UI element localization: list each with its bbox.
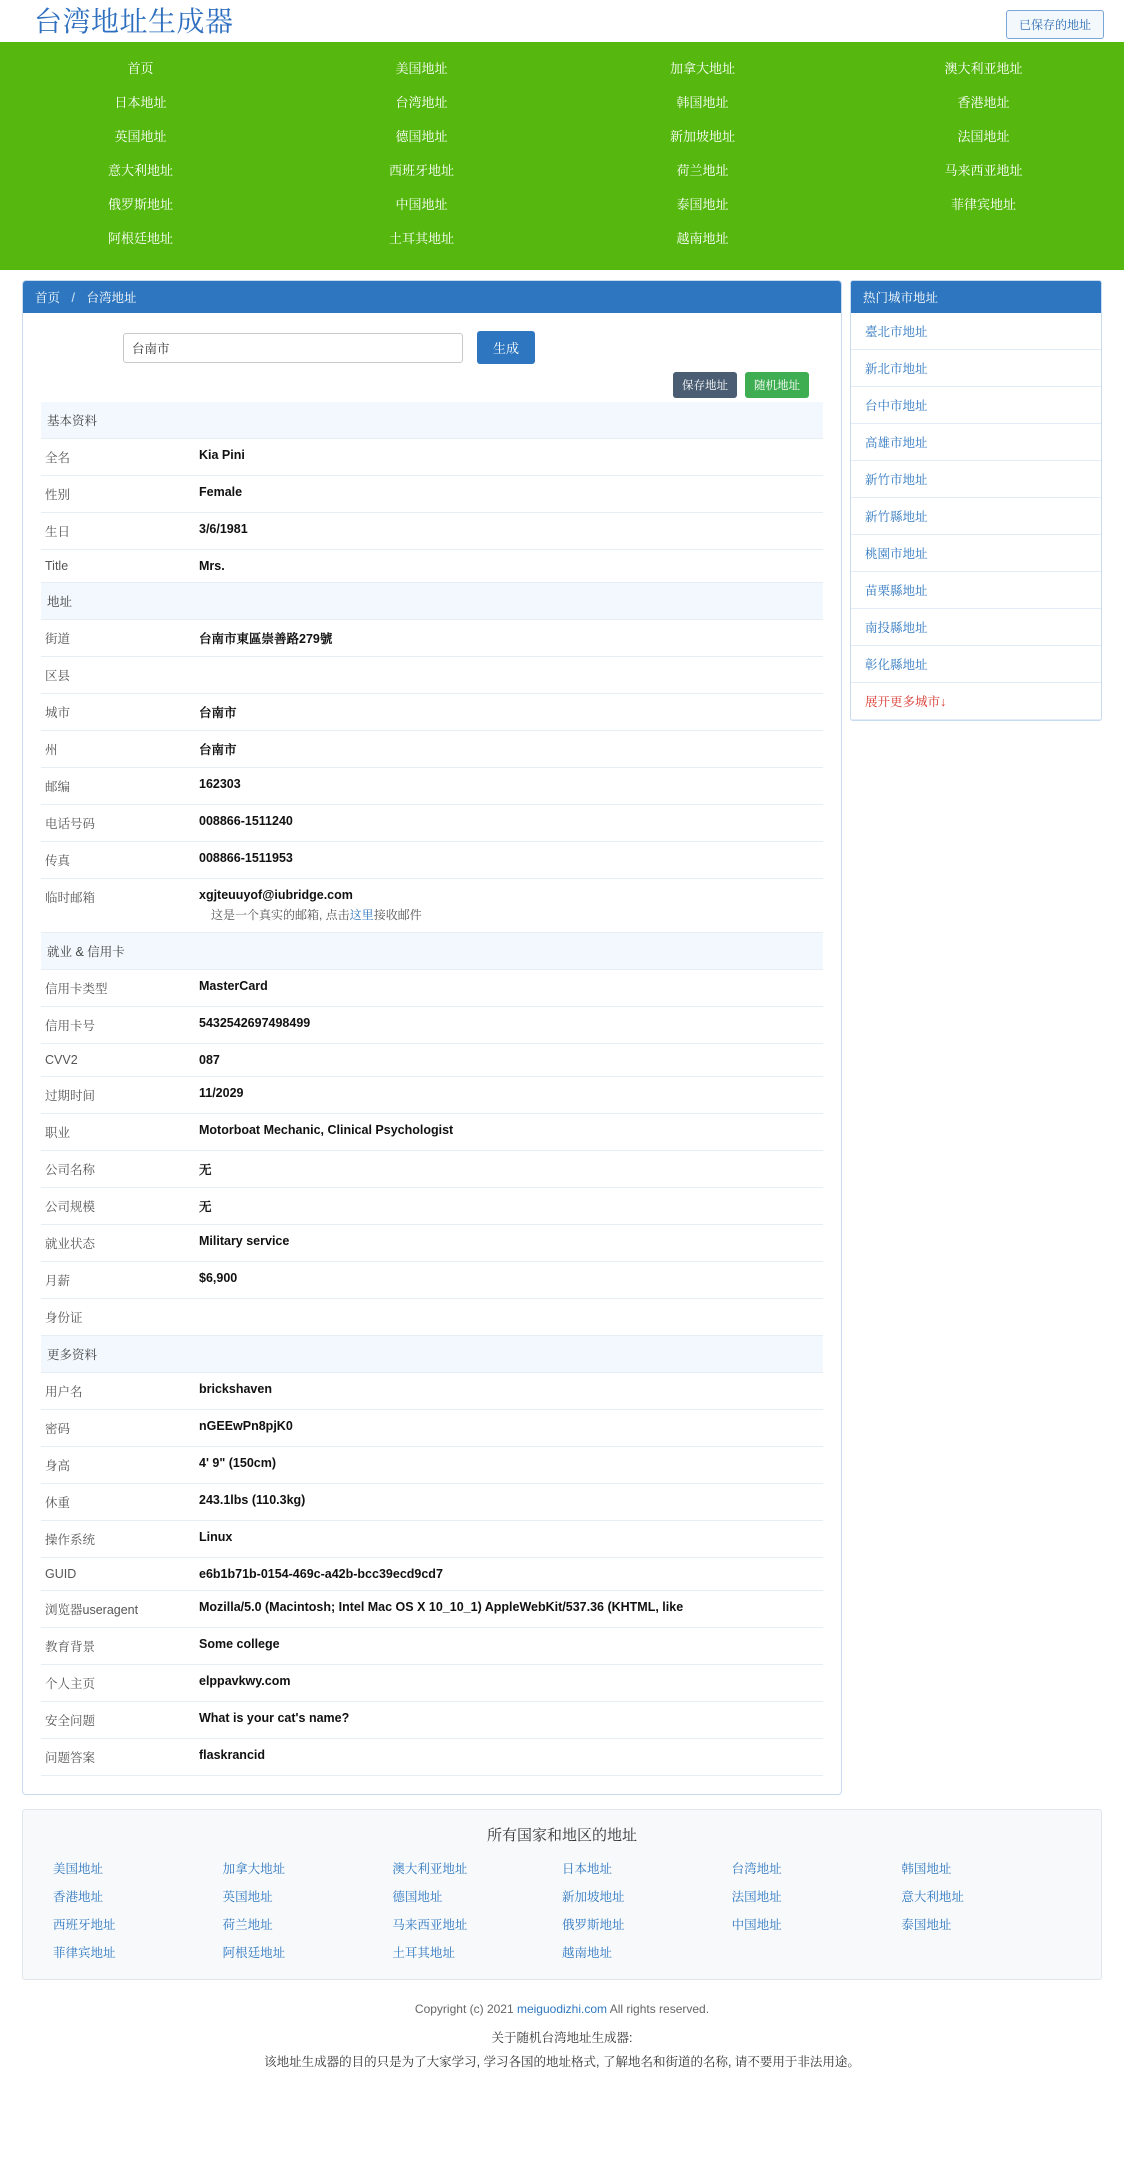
row-key: 用户名 [45, 1385, 83, 1399]
footer-link-10[interactable]: 法国地址 [731, 1890, 782, 1904]
table-row [41, 1558, 823, 1591]
nav-spacer [843, 222, 1124, 256]
row-value: Linux [199, 1530, 233, 1544]
sidebar-item-6[interactable] [851, 535, 1101, 572]
sidebar-link-9[interactable]: 彰化縣地址 [865, 658, 928, 672]
row-key: 职业 [45, 1126, 71, 1140]
row-value: 11/2029 [199, 1086, 244, 1100]
row-key: 公司规模 [45, 1200, 96, 1214]
sidebar-item-2[interactable] [851, 387, 1101, 424]
city-input[interactable] [123, 333, 463, 363]
row-key: 公司名称 [45, 1163, 96, 1177]
row-value [195, 657, 823, 694]
sidebar-link-2[interactable]: 台中市地址 [865, 399, 928, 413]
about-title: 关于随机台湾地址生成器: [491, 2031, 633, 2045]
sidebar-link-0[interactable]: 臺北市地址 [865, 325, 928, 339]
table-row-email [41, 879, 823, 933]
nav-item-4[interactable]: 日本地址 [114, 95, 167, 110]
section-title-more: 更多资料 [41, 1336, 823, 1373]
row-key: 身高 [45, 1459, 71, 1473]
page-title: 台湾地址生成器 [34, 6, 234, 37]
sidebar-link-6[interactable]: 桃園市地址 [865, 547, 928, 561]
row-key: 传真 [45, 854, 71, 868]
sidebar-link-8[interactable]: 南投縣地址 [865, 621, 928, 635]
table-row [41, 1410, 823, 1447]
row-key: 身份证 [45, 1311, 83, 1325]
footer-links-grid [23, 1859, 1101, 1961]
footer-link-17[interactable]: 泰国地址 [901, 1918, 952, 1932]
sidebar-link-7[interactable]: 苗栗縣地址 [865, 584, 928, 598]
random-address-button[interactable]: 随机地址 [745, 372, 809, 398]
row-key: 休重 [45, 1496, 71, 1510]
row-key: 安全问题 [45, 1714, 96, 1728]
table-row [41, 476, 823, 513]
nav-row [0, 188, 1124, 222]
table-row [41, 1665, 823, 1702]
table-row [41, 1447, 823, 1484]
table-row [41, 620, 823, 657]
breadcrumb-separator: / [71, 291, 75, 305]
table-row [41, 1077, 823, 1114]
section-title-address: 地址 [41, 583, 823, 620]
sidebar-item-4[interactable] [851, 461, 1101, 498]
row-key: 街道 [45, 632, 71, 646]
row-key: 浏览器useragent [45, 1603, 139, 1617]
table-row [41, 1739, 823, 1776]
footer-link-0[interactable]: 美国地址 [53, 1862, 104, 1876]
section-header-address [41, 583, 823, 620]
about-text: 该地址生成器的目的只是为了大家学习, 学习各国的地址格式, 了解地名和街道的名称, 请不要用于非法用途。 [264, 2055, 860, 2069]
row-key: GUID [45, 1567, 77, 1581]
sidebar [850, 280, 1102, 721]
nav-item-5[interactable]: 台湾地址 [395, 95, 448, 110]
panel-bottom-spacer [23, 1776, 841, 1794]
footer-link-13[interactable]: 荷兰地址 [222, 1918, 273, 1932]
row-value: nGEEwPn8pjK0 [199, 1419, 293, 1433]
generate-button[interactable]: 生成 [477, 331, 535, 364]
email-hint [199, 906, 819, 923]
nav-row [0, 52, 1124, 86]
section-header-more [41, 1336, 823, 1373]
table-row [41, 970, 823, 1007]
nav-item-22[interactable]: 越南地址 [676, 231, 729, 246]
row-value-cell [195, 1591, 823, 1628]
row-value: $6,900 [199, 1271, 238, 1285]
footer-link-19[interactable]: 阿根廷地址 [222, 1946, 286, 1960]
row-value: 5432542697498499 [199, 1016, 311, 1030]
row-value: 无 [199, 1163, 212, 1177]
row-value: 087 [199, 1053, 220, 1067]
table-row [41, 694, 823, 731]
footer-links-panel [22, 1809, 1102, 1980]
row-value: 3/6/1981 [199, 522, 248, 536]
table-row [41, 550, 823, 583]
nav-item-0[interactable]: 首页 [127, 61, 154, 76]
table-row [41, 513, 823, 550]
footer-link-12[interactable]: 西班牙地址 [53, 1918, 116, 1932]
nav-item-11[interactable]: 法国地址 [957, 129, 1010, 144]
table-row [41, 439, 823, 476]
sidebar-link-1[interactable]: 新北市地址 [865, 362, 928, 376]
footer-title: 所有国家和地区的地址 [486, 1827, 637, 1844]
row-key: 区县 [45, 669, 71, 683]
top-bar [0, 0, 1124, 42]
row-value: MasterCard [199, 979, 268, 993]
nav-row [0, 120, 1124, 154]
nav-row [0, 86, 1124, 120]
sidebar-item-7[interactable] [851, 572, 1101, 609]
row-key: 过期时间 [45, 1089, 96, 1103]
table-row [41, 1373, 823, 1410]
nav-item-6[interactable]: 韩国地址 [676, 95, 729, 110]
table-row [41, 1521, 823, 1558]
table-row [41, 1225, 823, 1262]
row-key: 问题答案 [45, 1751, 96, 1765]
breadcrumb-home[interactable]: 首页 [35, 291, 61, 305]
row-value: Kia Pini [199, 448, 245, 462]
footer-link-8[interactable]: 德国地址 [392, 1890, 443, 1904]
useragent-value: Mozilla/5.0 (Macintosh; Intel Mac OS X 10_10_1) AppleWebKit/537.36 (KHTML, like [199, 1600, 684, 1614]
details-table [41, 402, 823, 1776]
row-value: 243.1lbs (110.3kg) [199, 1493, 306, 1507]
table-row [41, 1044, 823, 1077]
table-row [41, 657, 823, 694]
row-key: 就业状态 [45, 1237, 96, 1251]
nav-item-9[interactable]: 德国地址 [395, 129, 448, 144]
row-key: 教育背景 [45, 1640, 96, 1654]
footer-link-3[interactable]: 日本地址 [562, 1862, 613, 1876]
section-title-basic: 基本资料 [41, 402, 823, 439]
row-key: 性别 [45, 488, 71, 502]
nav-item-8[interactable]: 英国地址 [114, 129, 167, 144]
row-key: 操作系统 [45, 1533, 96, 1547]
table-row [41, 1591, 823, 1628]
action-buttons [23, 364, 841, 398]
row-key: 电话号码 [45, 817, 96, 831]
nav-item-14[interactable]: 荷兰地址 [676, 163, 729, 178]
table-row [41, 1299, 823, 1336]
table-row [41, 1151, 823, 1188]
footer-link-15[interactable]: 俄罗斯地址 [562, 1918, 625, 1932]
content-area [0, 270, 1124, 1795]
footer-link-9[interactable]: 新加坡地址 [562, 1890, 625, 1904]
sidebar-link-5[interactable]: 新竹縣地址 [865, 510, 928, 524]
sidebar-title: 热门城市地址 [851, 281, 1101, 313]
row-value: Some college [199, 1637, 280, 1651]
footer-link-20[interactable]: 土耳其地址 [392, 1946, 455, 1960]
row-value: 无 [199, 1200, 212, 1214]
row-key: 州 [45, 743, 58, 757]
footer-link-6[interactable]: 香港地址 [53, 1890, 104, 1904]
sidebar-item-0[interactable] [851, 313, 1101, 350]
footer-link-14[interactable]: 马来西亚地址 [392, 1918, 468, 1932]
section-header-basic [41, 402, 823, 439]
copyright-before: Copyright (c) 2021 [414, 2002, 517, 2016]
footer-link-11[interactable]: 意大利地址 [901, 1890, 964, 1904]
row-value: Motorboat Mechanic, Clinical Psychologist [199, 1123, 454, 1137]
footer-link-16[interactable]: 中国地址 [731, 1918, 782, 1932]
copyright-link[interactable]: meiguodizhi.com [516, 2002, 608, 2016]
row-key: 信用卡号 [45, 1019, 96, 1033]
table-row [41, 731, 823, 768]
row-key: 月薪 [45, 1274, 71, 1288]
nav-item-18[interactable]: 泰国地址 [676, 197, 729, 212]
generator-row [23, 313, 841, 364]
copyright [0, 1980, 1124, 2020]
saved-addresses-button[interactable]: 已保存的地址 [1006, 10, 1104, 39]
email-hint-before: 这是一个真实的邮箱, 点击 [211, 908, 350, 922]
row-key: CVV2 [45, 1053, 78, 1067]
nav-item-13[interactable]: 西班牙地址 [388, 163, 454, 178]
row-value: 162303 [199, 777, 241, 791]
section-header-credit [41, 933, 823, 970]
nav-row [0, 222, 1124, 256]
table-row [41, 1007, 823, 1044]
row-value: Military service [199, 1234, 290, 1248]
row-value: 008866-1511240 [199, 814, 293, 828]
footer-link-18[interactable]: 菲律宾地址 [53, 1946, 116, 1960]
email-hint-link[interactable]: 这里 [349, 908, 374, 922]
sidebar-item-9[interactable] [851, 646, 1101, 683]
details-section [23, 402, 841, 1776]
save-address-button[interactable]: 保存地址 [673, 372, 737, 398]
row-value: flaskrancid [199, 1748, 266, 1762]
nav-item-1[interactable]: 美国地址 [395, 61, 448, 76]
sidebar-item-1[interactable] [851, 350, 1101, 387]
footer-link-21[interactable]: 越南地址 [562, 1946, 613, 1960]
nav-row [0, 154, 1124, 188]
main-nav [0, 42, 1124, 270]
row-value: brickshaven [199, 1382, 272, 1396]
row-key: 密码 [45, 1422, 71, 1436]
row-value-cell [195, 879, 823, 933]
copyright-after: All rights reserved. [607, 2002, 710, 2016]
sidebar-item-5[interactable] [851, 498, 1101, 535]
row-value: Female [199, 485, 243, 499]
row-key: 临时邮箱 [45, 891, 96, 905]
nav-item-16[interactable]: 俄罗斯地址 [107, 197, 173, 212]
nav-item-15[interactable]: 马来西亚地址 [944, 163, 1023, 178]
row-key: 生日 [45, 525, 71, 539]
row-value: 台南市 [199, 743, 237, 757]
row-key: 城市 [45, 706, 71, 720]
nav-item-2[interactable]: 加拿大地址 [669, 61, 735, 76]
footer-link-2[interactable]: 澳大利亚地址 [392, 1862, 468, 1876]
row-key: 个人主页 [45, 1677, 96, 1691]
sidebar-expand-more[interactable] [851, 683, 1101, 720]
row-value: 4' 9" (150cm) [199, 1456, 276, 1470]
nav-item-19[interactable]: 菲律宾地址 [950, 197, 1016, 212]
row-value: e6b1b71b-0154-469c-a42b-bcc39ecd9cd7 [199, 1567, 443, 1581]
table-row [41, 842, 823, 879]
breadcrumb [23, 281, 841, 313]
sidebar-item-8[interactable] [851, 609, 1101, 646]
nav-item-10[interactable]: 新加坡地址 [669, 129, 735, 144]
row-value: 台南市 [199, 706, 237, 720]
temp-email-value: xgjteuuyof@iubridge.com [199, 888, 353, 902]
table-row [41, 1702, 823, 1739]
table-row [41, 1628, 823, 1665]
table-row [41, 1262, 823, 1299]
row-value: 008866-1511953 [199, 851, 293, 865]
row-value: elppavkwy.com [199, 1674, 291, 1688]
row-value: What is your cat's name? [199, 1711, 350, 1725]
footer-link-5[interactable]: 韩国地址 [901, 1862, 952, 1876]
email-hint-after: 接收邮件 [373, 908, 422, 922]
row-key: 信用卡类型 [45, 982, 108, 996]
row-value: 台南市東區崇善路279號 [199, 632, 333, 646]
nav-item-7[interactable]: 香港地址 [957, 95, 1010, 110]
footer-link-4[interactable]: 台湾地址 [731, 1862, 782, 1876]
sidebar-item-3[interactable] [851, 424, 1101, 461]
nav-item-17[interactable]: 中国地址 [395, 197, 448, 212]
row-value [195, 1299, 823, 1336]
sidebar-link-4[interactable]: 新竹市地址 [865, 473, 928, 487]
nav-item-21[interactable]: 土耳其地址 [388, 231, 454, 246]
table-row [41, 1484, 823, 1521]
footer-link-1[interactable]: 加拿大地址 [222, 1862, 286, 1876]
sidebar-link-3[interactable]: 高雄市地址 [865, 436, 928, 450]
main-panel [22, 280, 842, 1795]
nav-item-20[interactable]: 阿根廷地址 [107, 231, 173, 246]
row-key: 全名 [45, 451, 71, 465]
table-row [41, 1114, 823, 1151]
table-row [41, 1188, 823, 1225]
nav-item-3[interactable]: 澳大利亚地址 [944, 61, 1023, 76]
sidebar-expand-link[interactable]: 展开更多城市↓ [865, 695, 947, 709]
table-row [41, 768, 823, 805]
nav-item-12[interactable]: 意大利地址 [107, 163, 173, 178]
footer-link-7[interactable]: 英国地址 [222, 1890, 273, 1904]
section-title-credit: 就业 & 信用卡 [41, 933, 823, 970]
table-row [41, 805, 823, 842]
row-key: Title [45, 559, 69, 573]
row-key: 邮编 [45, 780, 71, 794]
row-value: Mrs. [199, 559, 225, 573]
breadcrumb-current: 台湾地址 [86, 291, 137, 305]
